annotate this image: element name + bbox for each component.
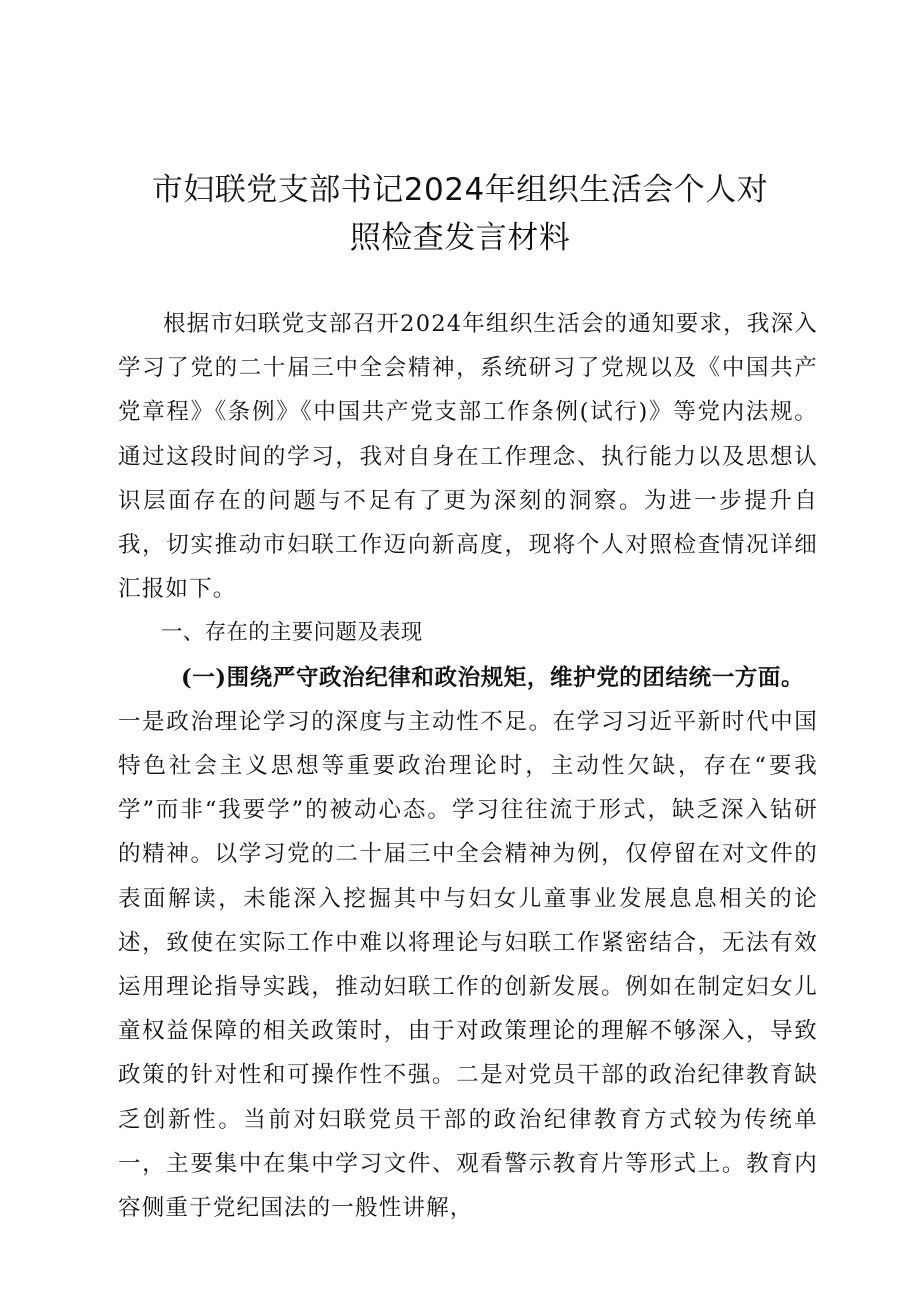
section-heading: 一、存在的主要问题及表现 bbox=[161, 620, 423, 646]
subsection-body-paragraph: 一是政治理论学习的深度与主动性不足。在学习习近平新时代中国特色社会主义思想等重要政治理论时，主动性欠缺，存在“要我学”而非“我要学”的被动心态。学习往往流于形式，缺乏深入钻研的精神。以学习党的二十届三中全会精神为例，仅停留在对文件的表面解读，未能深入挖掘其中与妇女儿童事业发展息息相关的论述，致使在实际工作中难以将理论与妇联工作紧密结合，无法有效运用理论指导实践，推动妇联工作的创新发展。例如在制定妇女儿童权益保障的相关政策时，由于对政策理论的理解不够深入，导致政策的针对性和可操作性不强。二是对党员干部的政治纪律教育缺乏创新性。当前对妇联党员干部的政治纪律教育方式较为传统单一，主要集中在集中学习文件、观看警示教育片等形式上。教育内容侧重于党纪国法的一般性讲解， bbox=[118, 708, 818, 1222]
intro-paragraph: 根据市妇联党支部召开2024年组织生活会的通知要求，我深入学习了党的二十届三中全会精神，系统研习了党规以及《中国共产党章程》《条例》《中国共产党支部工作条例(试行)》等党内法规。通过这段时间的学习，我对自身在工作理念、执行能力以及思想认识层面存在的问题与不足有了更为深刻的洞察。为进一步提升自我，切实推动市妇联工作迈向新高度，现将个人对照检查情况详细汇报如下。 bbox=[118, 311, 818, 603]
subsection-heading: (一)围绕严守政治纪律和政治规矩，维护党的团结统一方面。 bbox=[181, 664, 805, 691]
title-line-1: 市妇联党支部书记2024年组织生活会个人对 bbox=[151, 172, 769, 208]
document-title bbox=[120, 166, 800, 262]
document-body bbox=[118, 302, 818, 1230]
title-line-2: 照检查发言材料 bbox=[349, 220, 571, 256]
